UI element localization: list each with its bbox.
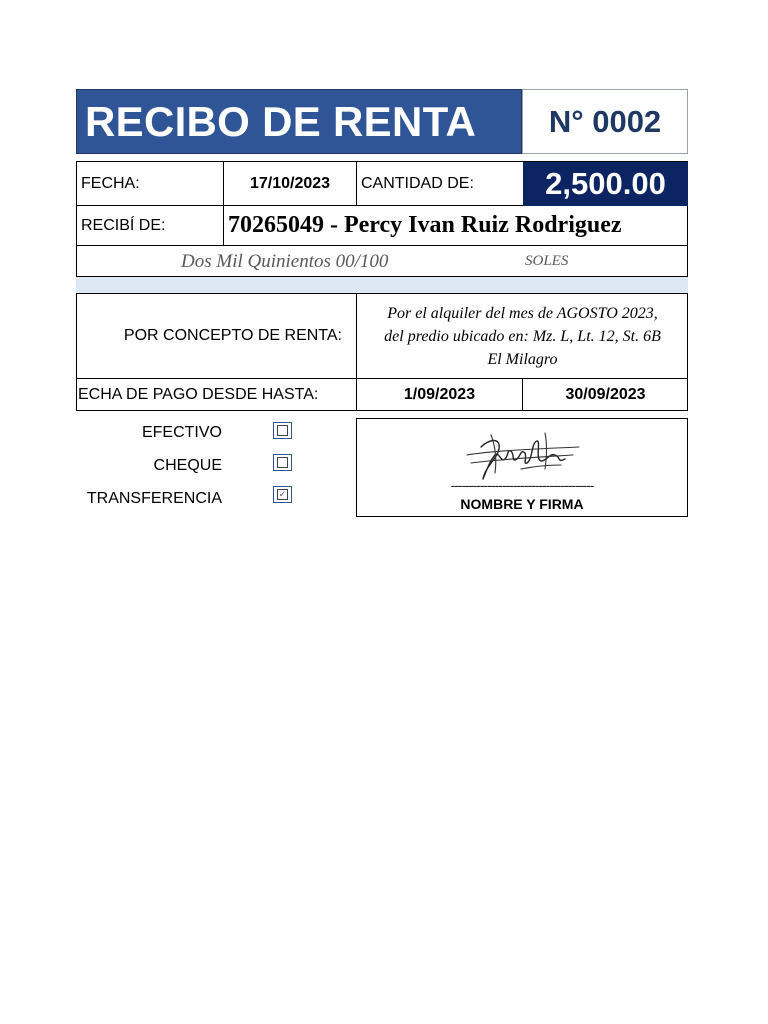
date-to: 30/09/2023 — [565, 386, 646, 403]
payment-label-efectivo: EFECTIVO — [141, 424, 222, 441]
period-label: ECHA DE PAGO DESDE HASTA: — [77, 379, 357, 411]
signature-line: --------------------------------------- — [450, 477, 594, 493]
concept-table — [76, 293, 688, 411]
payment-label-cheque: CHEQUE — [153, 457, 222, 474]
concept-line-3: El Milagro — [487, 350, 558, 368]
amount-in-words: Dos Mil Quinientos 00/100 — [181, 250, 389, 272]
info-table — [76, 161, 688, 277]
receipt-number: N° 0002 — [522, 89, 688, 154]
signature-caption: NOMBRE Y FIRMA — [460, 496, 584, 512]
checkbox-empty-icon — [277, 425, 288, 436]
checkbox-checked-icon: ✓ — [278, 489, 287, 499]
concept-description — [357, 294, 688, 379]
recibi-value: 70265049 - Percy Ivan Ruiz Rodriguez — [224, 206, 688, 246]
recibi-label: RECIBÍ DE: — [77, 206, 224, 246]
checkbox-cheque[interactable] — [273, 454, 292, 471]
checkbox-transferencia[interactable] — [273, 486, 292, 503]
separator-strip — [76, 277, 688, 293]
concept-label: POR CONCEPTO DE RENTA: — [77, 294, 357, 379]
fecha-value: 17/10/2023 — [224, 162, 357, 206]
payment-label-transferencia: TRANSFERENCIA — [86, 490, 222, 507]
signature-box — [356, 418, 688, 517]
concept-line-1: Por el alquiler del mes de AGOSTO 2023, — [387, 304, 658, 322]
fecha-label: FECHA: — [77, 162, 224, 206]
cantidad-label: CANTIDAD DE: — [357, 162, 523, 206]
concept-line-2: del predio ubicado en: Mz. L, Lt. 12, St. 6B — [384, 327, 661, 345]
date-from: 1/09/2023 — [357, 379, 523, 411]
currency-label: SOLES — [525, 253, 569, 269]
checkbox-efectivo[interactable] — [273, 422, 292, 439]
checkbox-empty-icon — [277, 457, 288, 468]
cantidad-value: 2,500.00 — [523, 162, 688, 206]
receipt-title: RECIBO DE RENTA — [76, 89, 522, 154]
payment-options — [76, 422, 356, 522]
